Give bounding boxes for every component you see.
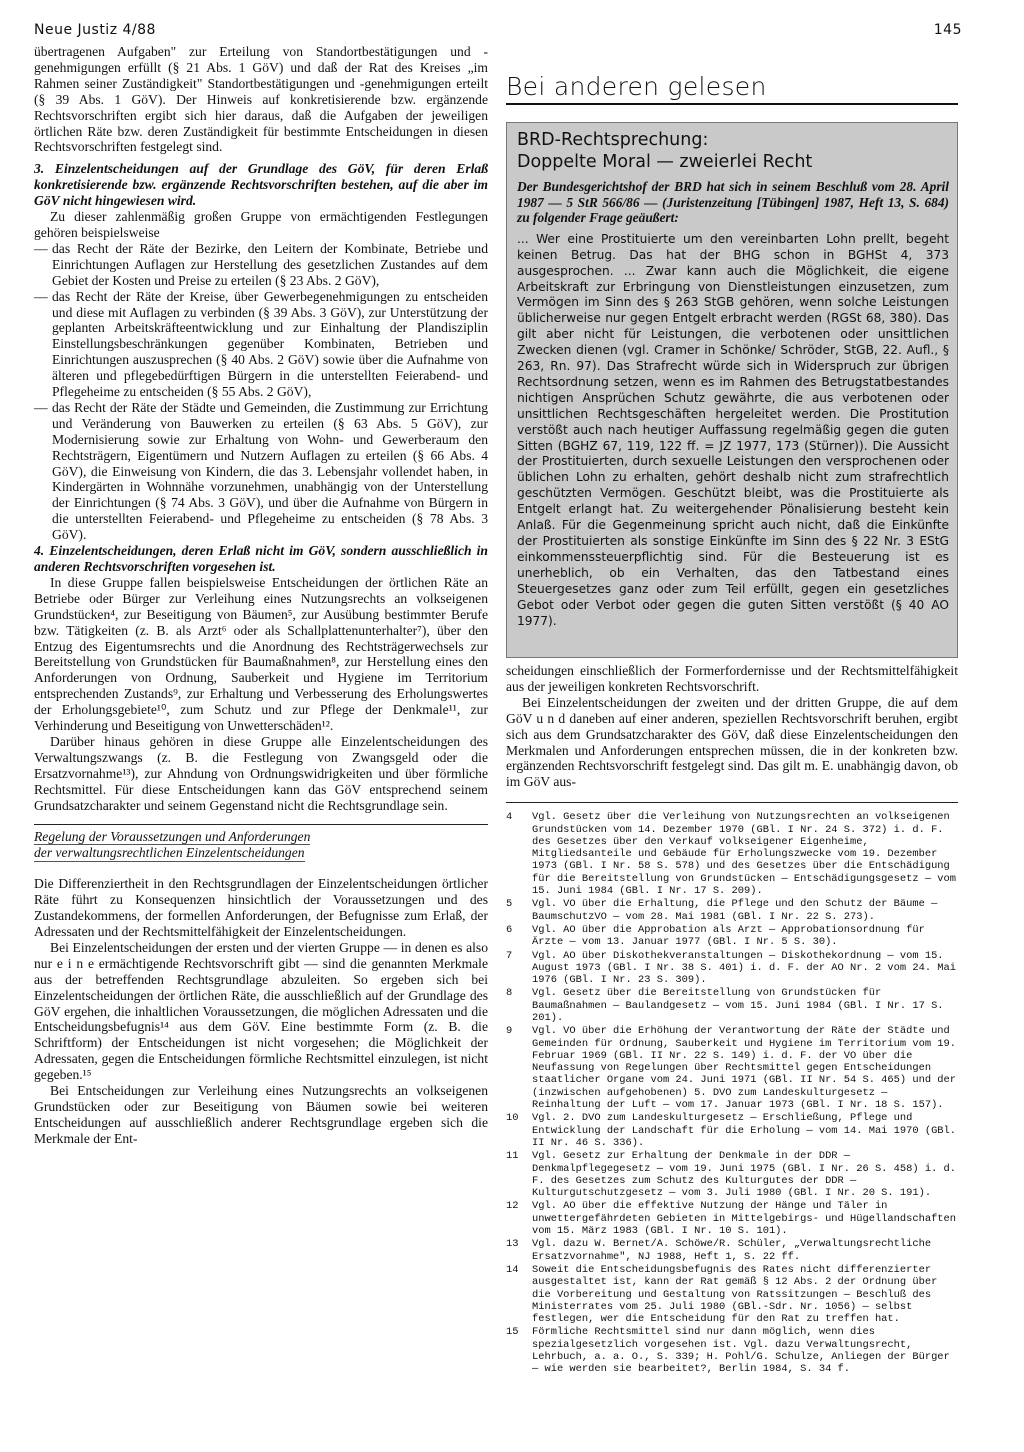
footnote-text: Vgl. VO über die Erhaltung, die Pflege und den Schutz der Bäume — BaumschutzVO — vom 28. Mai 1981 (GBl. I Nr. 22 S. 273). [532,898,938,923]
footnote-text: Vgl. Gesetz über die Verleihung von Nutzungsrechten an volkseigenen Grundstücken vom 14. Dezember 1970 (GBl. I Nr. 24 S. 372) i. d. F. des Gesetzes über den Verkauf volkseigener Eigenheime, Mitgliedsanteile und Gebäude für Erholungszwecke vom 19. Dezember 1973 (GBl. I Nr. 58 S. 578) und des Gesetzes über die Entschädigung für die Bereitstellung von Grundstücken — Entschädigungsgesetz — vom 15. Juni 1984 (GBl. I Nr. 17 S. 209). [532,811,957,898]
subsection-heading: 4. Einzelentscheidungen, deren Erlaß nicht im GöV, sondern ausschließlich in anderen Rechtsvorschriften vorgesehen ist. [34,543,488,574]
box-lead: Der Bundesgerichtshof der BRD hat sich in seinem Beschluß vom 28. April 1987 — 5 StR 566/86 — (Juristenzeitung [Tübingen] 1987, Heft 13, S. 684) zu folgender Frage geäußert: [517,179,949,226]
section-heading-line-2: der verwaltungsrechtlichen Einzelentscheidungen [34,845,305,861]
footnote-number: 10 [506,1112,519,1125]
running-header: Neue Justiz 4/88 [34,22,156,38]
footnote-text: Soweit die Entscheidungsbefugnis des Rates nicht differenzierter ausgestaltet ist, kann der Rat gemäß § 12 Abs. 2 der Ordnung über die Vorbereitung und Gestaltung von Ratssitzungen — Beschluß des Ministerrates vom 25. Juli 1980 (GBl.-Sdr. Nr. 1056) — selbst festlegen, wer die Entscheidung für den Rat zu treffen hat. [532,1263,938,1326]
box-title-line-2: Doppelte Moral — zweierlei Recht [517,152,813,172]
list-item: — das Recht der Räte der Städte und Gemeinden, die Zustimmung zur Errichtung und Veränderung von Bauwerken zu erteilen (§ 63 Abs. 5 GöV), zur Modernisierung sowie zur Erhaltung von Wohn- und Gewerberaum den Rechtsträgern, Eigentümern und Nutzern Auflagen zu erteilen (§ 66 Abs. 4 GöV), die Einweisung von Kindern, die das 3. Lebensjahr vollendet haben, in Kindergärten in Wohnnähe vorzunehmen, unabhängig von der Unterstellung der Einrichtungen (§ 74 Abs. 3 GöV), und über die Aufnahme von Bürgern in die unterstellten Feierabend- und Pflegeheime zu entscheiden (§ 78 Abs. 3 GöV). [34,399,488,543]
list-item: — das Recht der Räte der Bezirke, den Leitern der Kombinate, Betriebe und Einrichtungen Auflagen zur Herstellung des gesetzlichen Zustandes auf dem Gebiet der Kosten und Preise zu erteilen (§ 23 Abs. 2 GöV), [34,240,488,288]
paragraph: Bei Einzelentscheidungen der ersten und der vierten Gruppe — in denen es also nur e i n e ermächtigende Rechtsvorschrift gibt — sind die genannten Merkmale aus der betreffenden Rechtsgrundlage abzuleiten. So ergeben sich bei Einzelentscheidungen der örtlichen Räte, die ausschließlich auf der Grundlage des GöV ergehen, die inhaltlichen Voraussetzungen, die möglichen Adressaten und die Entscheidungsbefugnis¹⁴ aus dem GöV. Eine bestimmte Form (z. B. die Schriftform) der Entscheidungen ist nicht vorgesehen; die Möglichkeit der Adressaten, gegen die Entscheidungen förmliche Rechtsmittel einzulegen, ist nicht gegeben.¹⁵ [34,939,488,1083]
section-divider [34,824,488,825]
right-column [506,663,958,1377]
list-item: — das Recht der Räte der Kreise, über Gewerbegenehmigungen zu entscheiden und diese mit Auflagen zu verbinden (§ 39 Abs. 3 GöV), zur Unterstützung der geplanten Arbeitskräfteentwicklung und zur Einhaltung der Plandisziplin Einstellungsbeschränkungen gegenüber Kombinaten, Betrieben und Einrichtungen auszusprechen (§ 40 Abs. 2 GöV) sowie über die Aufnahme von älteren und pflegebedürftigen Bürgern in die unterstellten Feierabend- und Pflegeheime zu entscheiden (§ 55 Abs. 2 GöV), [34,288,488,400]
footnote [506,1238,958,1263]
page-number: 145 [933,22,962,38]
left-column [34,44,488,1147]
paragraph: Darüber hinaus gehören in diese Gruppe alle Einzelentscheidungen des Verwaltungszwangs (z. B. die Festlegung von Zwangsgeld oder die Ersatzvornahme¹³), zur Ahndung von Ordnungswidrigkeiten und über förmliche Rechtsmittel. Für diese Entscheidungen kann das GöV entsprechend seinem Grundsatzcharakter und seinem Gegenstand nicht die Rechtsgrundlage sein. [34,733,488,813]
footnote [506,924,958,949]
box-title-line-1: BRD-Rechtsprechung: [517,130,709,150]
section-heading-line-1: Regelung der Voraussetzungen und Anforderungen [34,828,311,844]
footnote-text: Vgl. dazu W. Bernet/A. Schöwe/R. Schüler, „Verwaltungsrechtliche Ersatzvornahme", NJ 1988, Heft 1, S. 22 ff. [532,1238,932,1263]
footnote-number: 9 [506,1025,513,1038]
list-item-text: das Recht der Räte der Städte und Gemeinden, die Zustimmung zur Errichtung und Veränderung von Bauwerken zu erteilen (§ 63 Abs. 5 GöV), zur Modernisierung sowie zur Erhaltung von Wohn- und Gewerberaum den Rechtsträgern, Eigentümern und Nutzern Auflagen zu erteilen (§ 66 Abs. 4 GöV), die Einweisung von Kindern, die das 3. Lebensjahr vollendet haben, in Kindergärten in Wohnnähe vorzunehmen, unabhängig von der Unterstellung der Einrichtungen (§ 74 Abs. 3 GöV), und über die Aufnahme von Bürgern in die unterstellten Feierabend- und Pflegeheime zu entscheiden (§ 78 Abs. 3 GöV). [52,399,488,543]
footnote-text: Vgl. Gesetz zur Erhaltung der Denkmale in der DDR — Denkmalpflegegesetz — vom 19. Juni 1975 (GBl. I Nr. 26 S. 458) i. d. F. des Gesetzes zum Schutz des Kulturgutes der DDR — Kulturgutschutzgesetz — vom 3. Juli 1980 (GBl. I Nr. 20 S. 191). [532,1150,957,1200]
footnote [506,1150,958,1199]
footnote-number: 12 [506,1200,519,1213]
paragraph: Die Differenziertheit in den Rechtsgrundlagen der Einzelentscheidungen örtlicher Räte führt zu Konsequenzen hinsichtlich der Voraussetzungen und des Zustandekommens, der formellen Anforderungen, der Befugnisse zum Erlaß, der Adressaten und der Rechtsmittelfähigkeit der Einzelentscheidungen. [34,876,488,940]
footnote [506,950,958,987]
footnote-number: 6 [506,923,513,936]
footnotes [506,811,958,1375]
footnote-text: Vgl. Gesetz über die Bereitstellung von Grundstücken für Baumaßnahmen — Baulandgesetz — vom 15. Juni 1984 (GBl. I Nr. 17 S. 201). [532,987,944,1024]
footnote-number: 15 [506,1326,519,1339]
quote-box [506,122,958,658]
footnote-number: 7 [506,949,513,962]
footnote-text: Vgl. AO über die effektive Nutzung der Hänge und Täler in unwettergefährdeten Gebieten in Mittelgebirgs- und Hügellandschaften vom 15. März 1983 (GBl. I Nr. 10 S. 101). [532,1200,957,1238]
paragraph: Zu dieser zahlenmäßig großen Gruppe von ermächtigenden Festlegungen gehören beispielsweise [34,209,488,240]
footnote [506,1326,958,1375]
footnote-text: Vgl. VO über die Erhöhung der Verantwortung der Räte der Städte und Gemeinden für Ordnung, Sauberkeit und Hygiene im Territorium vom 19. Februar 1969 (GBl. II Nr. 22 S. 149) i. d. F. der VO über die Neufassung von Regelungen über Rechtsmittel gegen Entscheidungen staatlicher Organe vom 24. Juni 1971 (GBl. II Nr. 54 S. 465) und der (inzwischen aufgehobenen) 5. DVO zum Landeskulturgesetz — Reinhaltung der Luft — vom 17. Januar 1973 (GBl. I Nr. 18 S. 157). [532,1025,957,1112]
paragraph: übertragenen Aufgaben" zur Erteilung von Standortbestätigungen und -genehmigungen erfüllt (§ 21 Abs. 1 GöV) und daß der Rat des Kreises „im Rahmen seiner Zuständigkeit" Standortbestätigungen und -genehmigungen erteilt (§ 39 Abs. 1 GöV). Der Hinweis auf konkretisierende bzw. ergänzende Rechtsvorschriften ergibt sich hier daraus, daß die Aufgaben der jeweiligen örtlichen Räte bzw. deren Zuständigkeit für bestimmte Entscheidungen in diesen Rechtsvorschriften festgelegt sind. [34,44,488,155]
paragraph: Bei Einzelentscheidungen der zweiten und der dritten Gruppe, die auf dem GöV u n d daneben auf einer anderen, speziellen Rechtsvorschrift beruhen, ergibt sich aus dem Grundsatzcharakter des GöV, daß diese Einzelentscheidungen den Merkmalen und Anforderungen entsprechen müssen, die in der konkreten bzw. ergänzenden Rechtsvorschrift festgelegt sind. Das gilt m. E. unabhängig davon, ob im GöV aus- [506,694,958,790]
footnote [506,1200,958,1237]
section-heading [34,829,488,863]
footnote-number: 13 [506,1238,519,1251]
column-title: Bei anderen gelesen [506,72,958,105]
footnote-text: Vgl. AO über Diskothekveranstaltungen — Diskothekordnung — vom 15. August 1973 (GBl. I Nr. 38 S. 401) i. d. F. der AO Nr. 2 vom 24. Mai 1976 (GBl. I Nr. 23 S. 309). [532,949,957,987]
footnote [506,811,958,897]
footnote [506,987,958,1024]
footnote-text: Vgl. AO über die Approbation als Arzt — Approbationsordnung für Ärzte — vom 13. Januar 1977 (GBl. I Nr. 5 S. 30). [532,923,925,949]
footnote [506,1025,958,1111]
footnote-number: 14 [506,1263,519,1276]
footnote-text: Förmliche Rechtsmittel sind nur dann möglich, wenn dies spezialgesetzlich vorgesehen ist. Vgl. dazu Verwaltungsrecht, Lehrbuch, a. a. O., S. 339; H. Pohl/G. Schulze, Anliegen der Bürger — wie werden sie bearbeitet?, Berlin 1984, S. 34 f. [532,1326,950,1376]
footnote [506,1264,958,1325]
paragraph: scheidungen einschließlich der Formerfordernisse und der Rechtsmittelfähigkeit aus der jeweiligen konkreten Rechtsvorschrift. [506,663,958,694]
footnote-number: 4 [506,811,513,824]
list-item-text: das Recht der Räte der Bezirke, den Leitern der Kombinate, Betriebe und Einrichtungen Auflagen zur Herstellung des gesetzlichen Zustandes auf dem Gebiet der Kosten und Preise zu erteilen (§ 23 Abs. 2 GöV), [52,240,488,288]
paragraph: In diese Gruppe fallen beispielsweise Entscheidungen der örtlichen Räte an Betriebe oder Bürger zur Verleihung eines Nutzungsrechts an volkseigenen Grundstücken⁴, zur Beseitigung von Bäumen⁵, zur Ausübung bestimmter Berufe bzw. Tätigkeiten (z. B. als Arzt⁶ oder als Schallplattenunterhalter⁷), über den Entzug des Eigentumsrechts und die Anordnung des Rechtsträgerwechsels zur Bereitstellung von Grundstücken für Baumaßnahmen⁸, zur Herstellung eines den Anforderungen von Ordnung, Sauberkeit und Hygiene im Territorium entsprechenden Zustands⁹, zur Erhaltung und Verbesserung des Erholungswertes der Erholungsgebiete¹⁰, zum Schutz und zur Pflege der Denkmale¹¹, zur Verhinderung und Beseitigung von Unwetterschäden¹². [34,574,488,734]
list-item-text: das Recht der Räte der Kreise, über Gewerbegenehmigungen zu entscheiden und diese mit Auflagen zu verbinden (§ 39 Abs. 3 GöV), zur Unterstützung der geplanten Arbeitskräfteentwicklung und zur Einhaltung der Plandisziplin Einstellungsbeschränkungen gegenüber Kombinaten, Betrieben und Einrichtungen auszusprechen (§ 40 Abs. 2 GöV) sowie über die Aufnahme von älteren und pflegebedürftigen Bürgern in die unterstellten Feierabend- und Pflegeheime zu entscheiden (§ 55 Abs. 2 GöV), [52,288,488,400]
paragraph: Bei Entscheidungen zur Verleihung eines Nutzungsrechts an volkseigenen Grundstücken oder zur Beseitigung von Bäumen sowie bei weiteren Entscheidungen auf ausschließlich anderer Rechtsgrundlage ergeben sich die Merkmale der Ent- [34,1083,488,1146]
footnote-number: 5 [506,898,513,911]
subsection-heading: 3. Einzelentscheidungen auf der Grundlage des GöV, für deren Erlaß konkretisierende bzw. ergänzende Rechtsvorschriften bestehen, auf die aber im GöV nicht hingewiesen wird. [34,161,488,209]
footnote [506,1112,958,1149]
footnote-divider [506,802,958,803]
footnote-text: Vgl. 2. DVO zum Landeskulturgesetz — Erschließung, Pflege und Entwicklung der Landschaft für die Erholung — vom 14. Mai 1970 (GBl. II Nr. 46 S. 336). [532,1112,957,1149]
footnote-number: 11 [506,1150,519,1163]
footnote [506,898,958,923]
footnote-number: 8 [506,987,513,1000]
box-body: ... Wer eine Prostituierte um den vereinbarten Lohn prellt, begeht keinen Betrug. Das hat der BHG schon in BGHSt 4, 373 ausgesprochen. ... Zwar kann auch die Möglichkeit, die eigene Arbeitskraft zur Erbringung von Dienstleistungen einzusetzen, zum Vermögen im Sinn des § 263 StGB gehören, wenn solche Leistungen üblicherweise nur gegen Entgelt erbracht werden (RGSt 68, 380). Das gilt aber nicht für Leistungen, die verbotenen oder unsittlichen Zwecken dienen (vgl. Cramer in Schönke/ Schröder, StGB, 22. Aufl., § 263, Rn. 97). Das Strafrecht würde sich in Widerspruch zur übrigen Rechtsordnung setzen, wenn es im Rahmen des Betrugstatbestandes nichtigen Ansprüchen Schutz gewährte, die aus verbotenen oder unsittlichen Rechtsgeschäften hergeleitet werden. Die Prostitution verstößt auch nach heutiger Auffassung regelmäßig gegen die guten Sitten (BGHZ 67, 119, 122 ff. = JZ 1977, 173 (Stürner)). Die Aussicht der Prostituierten, durch sexuelle Leistungen den versprochenen oder üblichen Lohn zu erhalten, gehört deshalb nicht zum strafrechtlich geschützten Vermögen. Geschützt bleibt, was die Prostituierte als Entgelt erlangt hat. Zu weitergehender Pönalisierung besteht kein Anlaß. Für die Gegenmeinung spricht auch nicht, daß die Einkünfte der Prostituierten als sonstige Einkünfte im Sinn des § 22 Nr. 3 EStG einkommenssteuerpflichtig sind. Für die Besteuerung ist es unerheblich, ob ein Verhalten, das den Tatbestand eines Steuergesetzes ganz oder zum Teil erfüllt, gegen ein gesetzliches Gebot oder Verbot oder gegen die guten Sitten verstößt (§ 40 AO 1977). [517,231,949,628]
